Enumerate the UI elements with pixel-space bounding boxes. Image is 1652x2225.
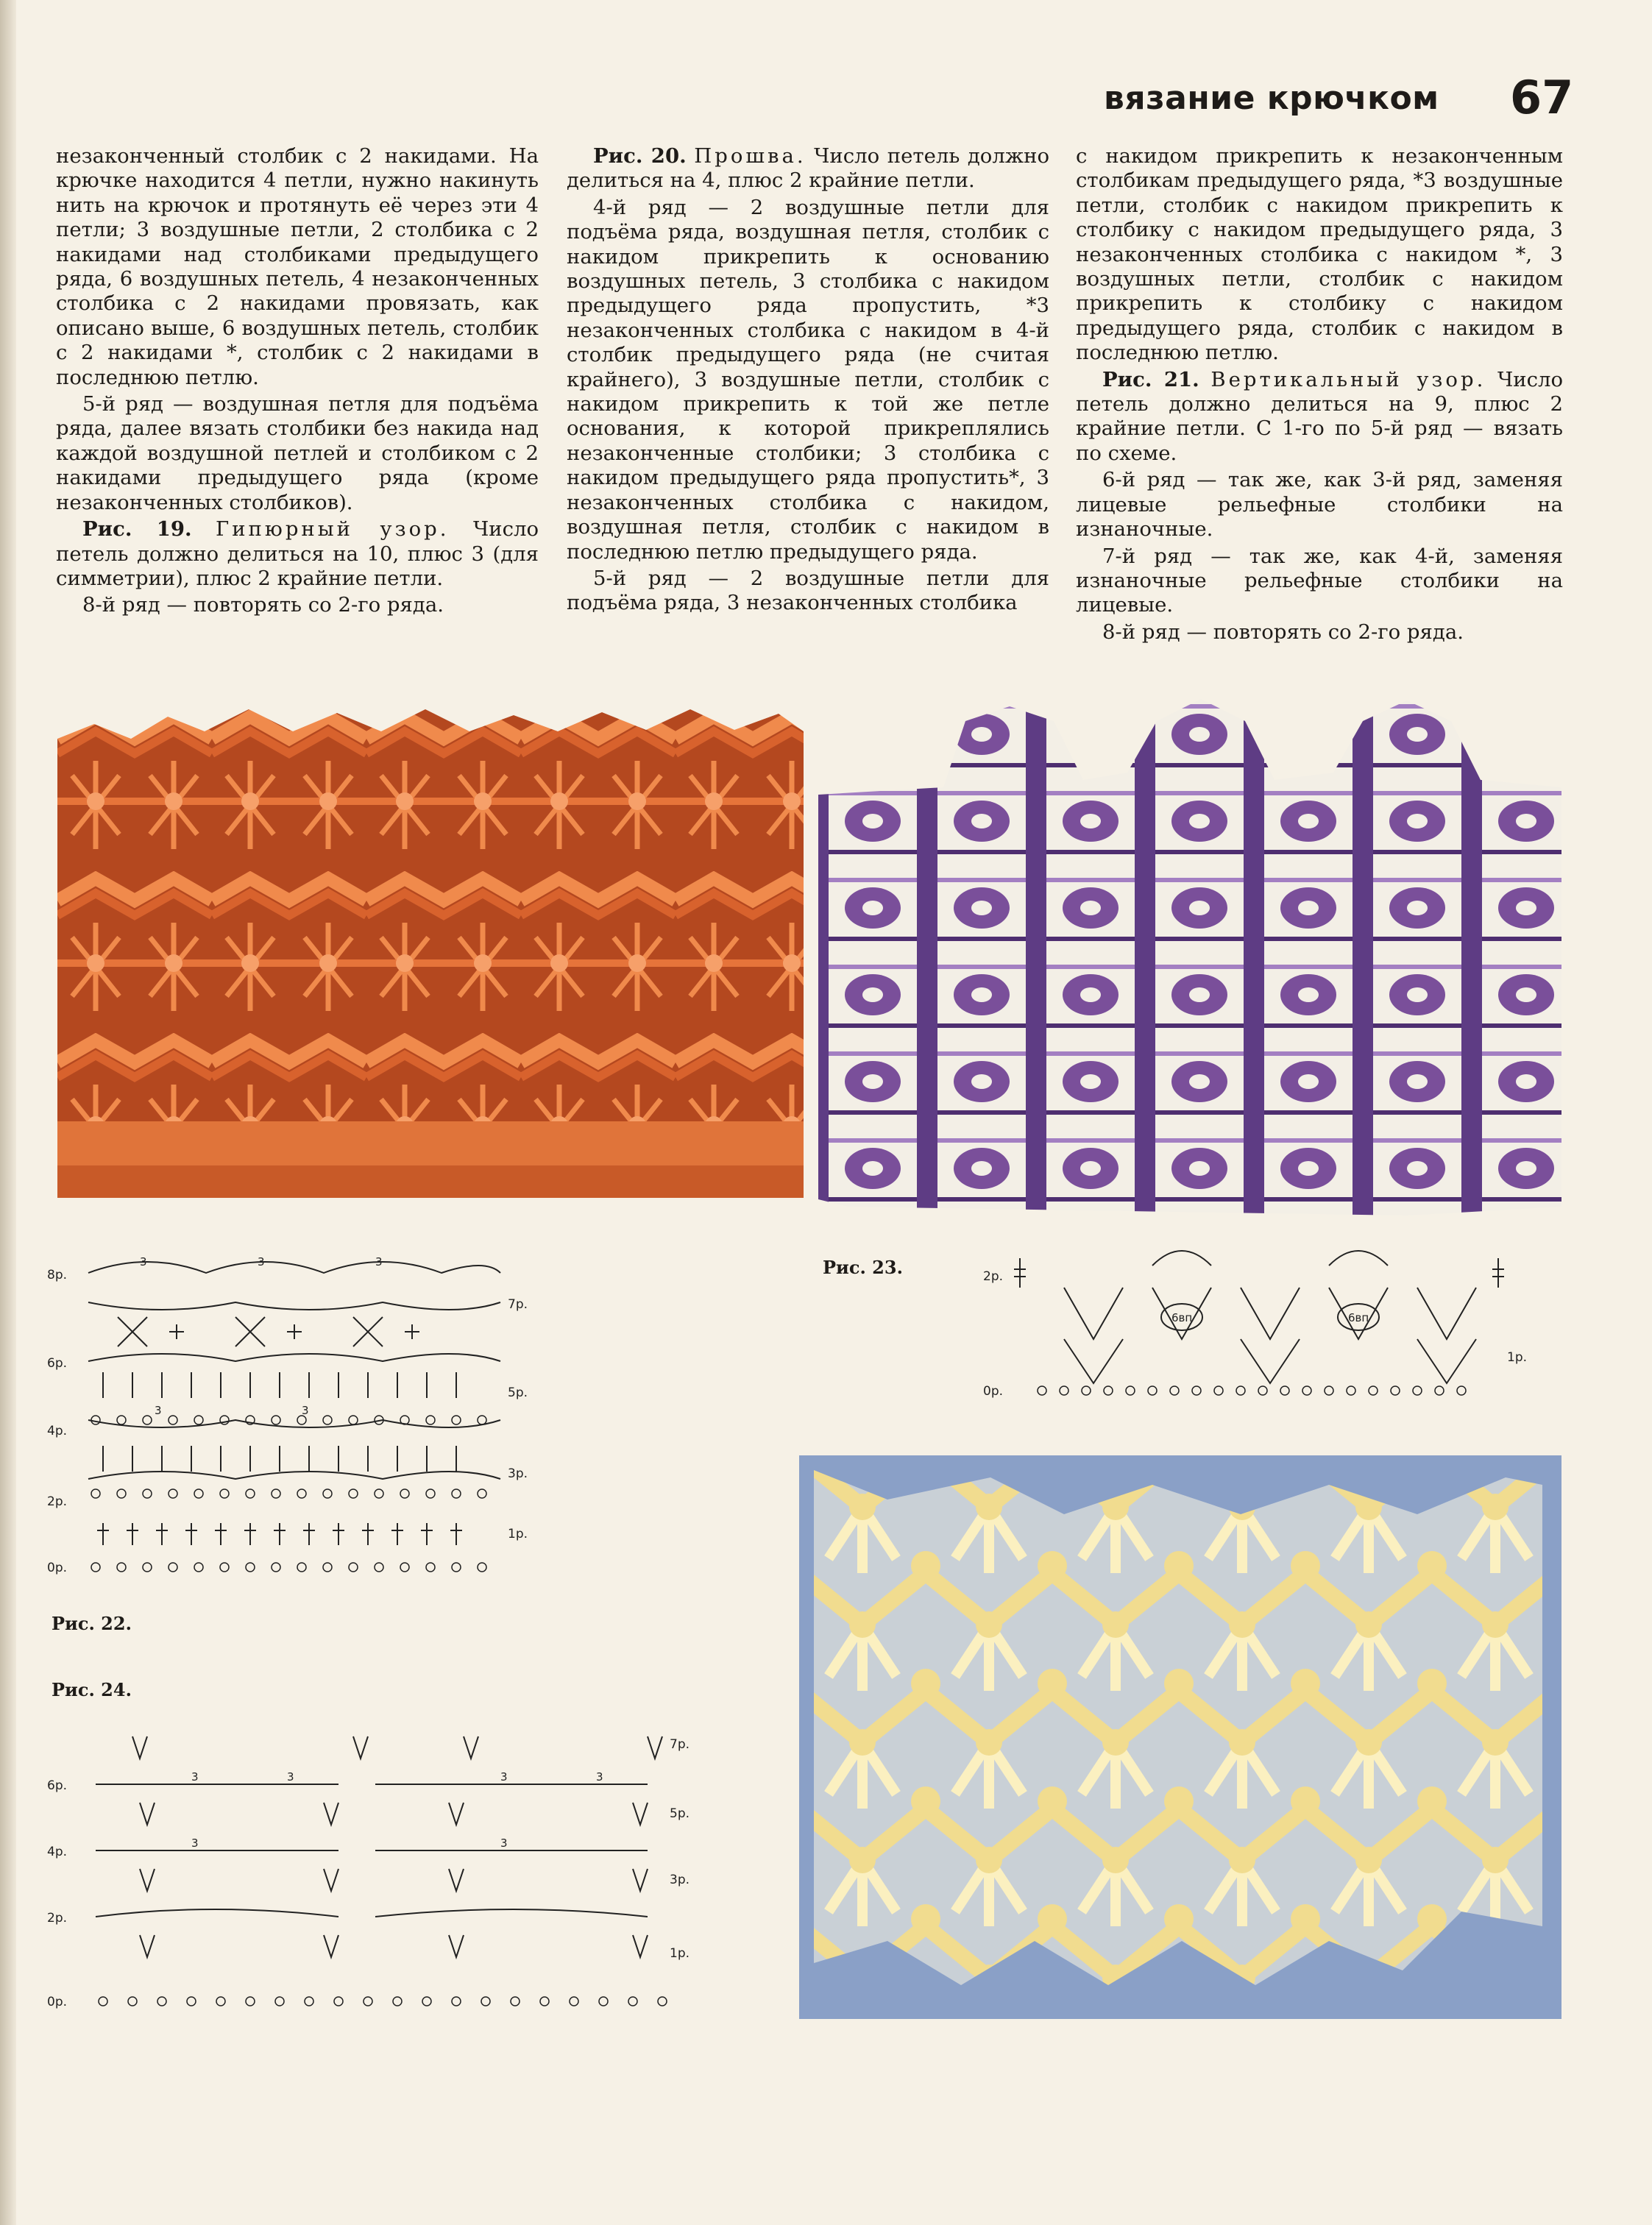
fig24-chart-symbols [44,1722,706,2031]
row-label: 8р. [47,1268,68,1282]
chain-count: 3 [500,1837,508,1850]
chain-count: 3 [287,1770,294,1784]
paragraph: 8-й ряд — повторять со 2-го ряда. [82,593,444,617]
binding-gutter [0,0,16,2225]
row-label: 6р. [47,1356,68,1371]
chain-count: 3 [500,1770,508,1784]
row-label: 4р. [47,1424,68,1438]
row-label: 2р. [983,1269,1004,1284]
row-label: 1р. [508,1527,528,1541]
fig19-photo [57,709,804,1198]
text-column-3 [1076,144,1563,647]
figure-label: Рис. 19. [82,517,192,542]
fig23-chart-symbols [983,1236,1542,1420]
figure-label: Рис. 21. [1102,367,1199,391]
row-label: 3р. [670,1873,690,1887]
yellow-lace-image [799,1455,1561,2019]
row-label: 5р. [508,1385,528,1400]
fig24-diagram [44,1722,706,2031]
fig20-photo [818,692,1561,1216]
fig23-caption: Рис. 23. [823,1257,903,1278]
chain-count: 3 [258,1255,265,1268]
figure-text: Число петель должно делиться на 10, плюс 3 (для симметрии), плюс 2 крайние петли. [56,517,539,590]
paragraph: 6-й ряд — так же, как 3-й ряд, заменяя лицевые рельефные столбики на изнаночные. [1076,468,1563,542]
chain-count: 3 [191,1770,199,1784]
chain-count: 3 [140,1255,147,1268]
chain-count: 3 [155,1404,162,1417]
chain-count: 3 [191,1837,199,1850]
figure-title: Гипюрный узор. [216,517,450,542]
fig22-chart-symbols [44,1243,545,1589]
section-title: вязание крючком [1104,79,1439,117]
row-label: 3р. [508,1466,528,1481]
row-label: 0р. [47,1995,68,2009]
figure-description [567,144,1049,194]
figure-text: Число петель должно делиться на 4, плюс 2 крайние петли. [567,144,1050,193]
chain-count: 3 [302,1404,309,1417]
text-column-2 [567,144,1049,618]
figure-label: Рис. 20. [593,144,687,168]
figure-description [1076,368,1563,466]
fig23-diagram [983,1236,1542,1420]
ring-label: 6вп [1171,1311,1193,1324]
row-label: 1р. [670,1946,690,1961]
ring-label: 6вп [1348,1311,1369,1324]
paragraph: 8-й ряд — повторять со 2-го ряда. [1102,620,1464,644]
paragraph: 7-й ряд — так же, как 4-й, заменяя изнаночные рельефные столбики на лицевые. [1076,544,1563,617]
paragraph: незаконченный столбик с 2 накидами. На крючке находится 4 петли, нужно накинуть нить на крючок и протянуть её через эти 4 петли; 3 воздушные петли, 2 столбика с 2 накидами над столбиками предыдущего ряда, 6 воздушных петель, 4 незаконченных столбика с 2 накидами провязать, как описано выше, 6 воздушных петель, столбик с 2 накидами *, столбик с 2 накидами в последнюю петлю. [56,144,539,389]
paragraph: 5-й ряд — воздушная петля для подъёма ряда, далее вязать столбики без накида над каждой воздушной петлей и столбиком с 2 накидами предыдущего ряда (кроме незаконченных столбиков). [56,392,539,514]
paragraph: 4-й ряд — 2 воздушные петли для подъёма ряда, воздушная петля, столбик с накидом прикрепить к основанию воздушных петель, 3 столбика с накидом предыдущего ряда пропустить, *3 незаконченных столбика с накидом в 4-й столбик предыдущего ряда (не считая крайнего), 3 воздушные петли, столбик с накидом прикрепить к той же петле основания, к которой прикреплялись незаконченные столбики; 3 столбика с накидом предыдущего ряда пропустить*, 3 незаконченных столбика с накидом, воздушная петля, столбик с накидом в последнюю петлю предыдущего ряда. [567,195,1049,564]
row-label: 2р. [47,1911,68,1926]
row-label: 0р. [983,1384,1004,1399]
fig22-caption: Рис. 22. [52,1613,132,1634]
row-label: 7р. [670,1737,690,1752]
figure-title: Прошва. [694,144,806,168]
figure-description [56,517,539,591]
text-column-1 [56,144,539,620]
row-label: 1р. [1507,1350,1528,1365]
fig24-caption: Рис. 24. [52,1679,132,1700]
row-label: 5р. [670,1806,690,1821]
figure-title: Вертикальный узор. [1210,367,1486,391]
chain-count: 3 [596,1770,603,1784]
row-label: 4р. [47,1845,68,1859]
row-label: 6р. [47,1778,68,1793]
paragraph: с накидом прикрепить к незаконченным столбикам предыдущего ряда, *3 воздушные петли, столбик с накидом прикрепить к столбику с накидом предыдущего ряда, 3 незаконченных столбика с накидом *, 3 воздушных петли, столбик с накидом прикрепить к столбику с накидом предыдущего ряда, столбик с накидом в последнюю петлю. [1076,144,1563,365]
paragraph: 5-й ряд — 2 воздушные петли для подъёма ряда, 3 незаконченных столбика [567,566,1049,615]
figure-text: Число петель должно делиться на 9, плюс 2 крайние петли. С 1-го по 5-й ряд — вязать по схеме. [1076,367,1563,465]
row-label: 7р. [508,1297,528,1312]
chain-count: 3 [375,1255,383,1268]
orange-lace-image [57,709,804,1198]
fig22-diagram [44,1243,545,1589]
purple-lace-image [818,692,1561,1216]
page-number: 67 [1510,71,1574,124]
row-label: 2р. [47,1494,68,1509]
row-label: 0р. [47,1561,68,1575]
fig21-photo [799,1455,1561,2019]
